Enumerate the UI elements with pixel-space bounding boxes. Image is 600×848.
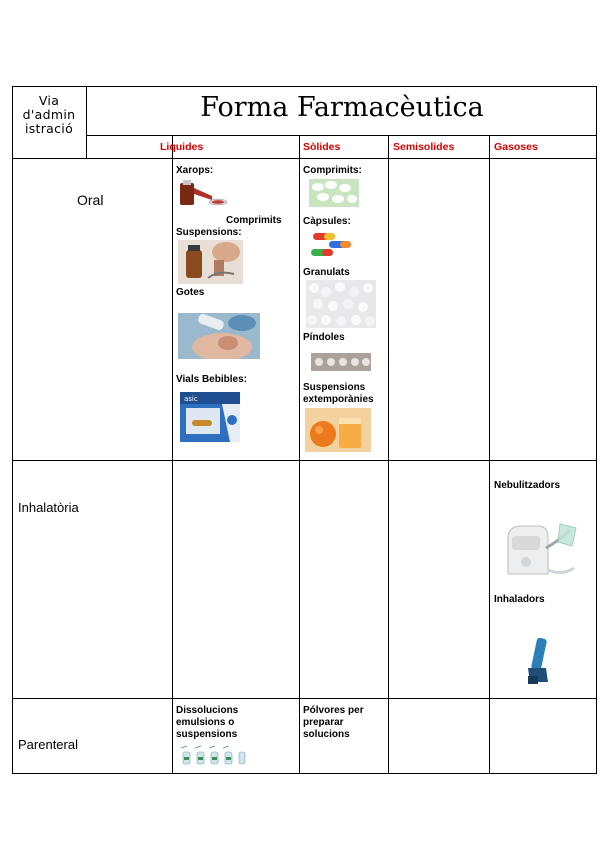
label-granulats: Granulats (303, 267, 350, 278)
svg-text:asic: asic (184, 395, 198, 403)
label-pindoles: Píndoles (303, 332, 345, 343)
page-title: Forma Farmacèutica (200, 92, 484, 123)
effervescent-image (305, 408, 371, 452)
row-label-parenteral: Parenteral (18, 737, 78, 752)
drops-image (178, 313, 260, 359)
col-line-3 (388, 135, 389, 774)
col-line-4 (489, 135, 490, 774)
label-gotes: Gotes (176, 287, 205, 298)
ampoules-image (179, 744, 247, 766)
label-comprimits: Comprimits: (303, 165, 362, 176)
label-vials-bebibles: Vials Bebibles: (176, 374, 247, 385)
label-dissolucions: Dissolucions emulsions o suspensions (176, 705, 239, 740)
header-divider (86, 86, 87, 159)
col-line-1 (172, 135, 173, 774)
row-line-2 (12, 460, 597, 461)
label-inhaladors: Inhaladors (494, 594, 545, 605)
pills-image (311, 353, 371, 371)
granules-image (306, 280, 376, 328)
row-label-oral: Oral (77, 192, 104, 208)
inhaler-image (524, 636, 554, 686)
table-border-top (12, 86, 597, 87)
subheader-line (86, 135, 597, 136)
suspension-image (178, 240, 243, 284)
label-nebulitzadors: Nebulitzadors (494, 480, 561, 491)
table-border-left (12, 86, 13, 774)
label-polvores: Pólvores per preparar solucions (303, 705, 364, 740)
label-suspensions-extemporanies: Suspensions extemporànies (303, 382, 374, 405)
col-line-2 (299, 135, 300, 774)
nebulizer-image (500, 518, 580, 580)
syrup-image (178, 180, 228, 212)
table-border-right (596, 86, 597, 774)
column-header-liquides: Liquides (160, 141, 204, 153)
column-header-gasoses: Gasoses (494, 141, 538, 153)
label-xarops: Xarops: (176, 165, 214, 176)
capsules-image (309, 230, 357, 258)
column-header-solides: Sòlides (303, 141, 341, 153)
row-line-1 (12, 158, 597, 159)
table-border-bottom (12, 773, 597, 774)
via-administracio-label: Via d'admin istració (22, 93, 76, 136)
label-comprimits-liquid: Comprimits (226, 215, 282, 226)
vials-image (178, 390, 246, 445)
row-label-inhalatoria: Inhalatòria (18, 500, 79, 515)
label-suspensions: Suspensions: (176, 227, 242, 238)
column-header-semisolides: Semisolides (393, 141, 455, 153)
tablets-image (309, 179, 359, 207)
label-capsules: Càpsules: (303, 216, 351, 227)
row-line-3 (12, 698, 597, 699)
